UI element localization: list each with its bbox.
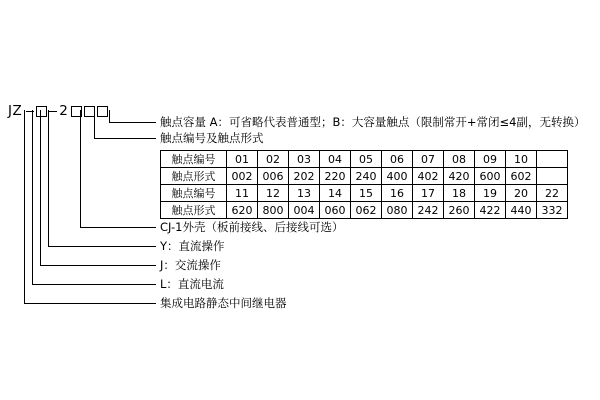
table-cell: 080 xyxy=(382,202,413,219)
label-y-dc-operation: Y：直流操作 xyxy=(160,239,225,253)
model-dash-2 xyxy=(49,111,57,112)
table-cell: 602 xyxy=(506,168,537,185)
table-cell: 002 xyxy=(227,168,258,185)
label-contact-capacity: 触点容量 A：可省略代表普通型；B：大容量触点（限制常开+常闭≤4副，无转换） xyxy=(160,115,586,129)
model-box-4[interactable] xyxy=(97,106,108,117)
label-shell: CJ-1外壳（板前接线、后接线可选） xyxy=(160,220,344,234)
table-cell: 260 xyxy=(444,202,475,219)
table-cell: 06 xyxy=(382,151,413,168)
model-series: 2 xyxy=(59,103,69,119)
model-box-1[interactable] xyxy=(36,106,47,117)
table-cell: 10 xyxy=(506,151,537,168)
row-header: 触点形式 xyxy=(161,202,227,219)
table-cell: 620 xyxy=(227,202,258,219)
table-row xyxy=(161,151,568,168)
table-row xyxy=(161,168,568,185)
table-cell: 16 xyxy=(382,185,413,202)
table-cell: 006 xyxy=(258,168,289,185)
table-cell: 05 xyxy=(351,151,382,168)
table-cell: 17 xyxy=(413,185,444,202)
table-cell: 09 xyxy=(475,151,506,168)
table-cell: 420 xyxy=(444,168,475,185)
table-cell: 12 xyxy=(258,185,289,202)
model-box-2[interactable] xyxy=(71,106,82,117)
table-cell: 332 xyxy=(537,202,568,219)
table-cell: 15 xyxy=(351,185,382,202)
table-cell: 202 xyxy=(289,168,320,185)
table-cell: 004 xyxy=(289,202,320,219)
label-contact-number-form: 触点编号及触点形式 xyxy=(160,131,264,145)
table-cell: 18 xyxy=(444,185,475,202)
table-cell: 240 xyxy=(351,168,382,185)
table-cell: 03 xyxy=(289,151,320,168)
table-cell: 01 xyxy=(227,151,258,168)
contact-table-wrap xyxy=(160,150,568,219)
table-cell: 08 xyxy=(444,151,475,168)
model-box-3[interactable] xyxy=(84,106,95,117)
table-cell: 20 xyxy=(506,185,537,202)
table-cell: 02 xyxy=(258,151,289,168)
contact-table xyxy=(160,150,568,219)
table-cell: 800 xyxy=(258,202,289,219)
model-dash-1 xyxy=(26,111,34,112)
table-cell: 062 xyxy=(351,202,382,219)
label-main-name: 集成电路静态中间继电器 xyxy=(160,296,287,310)
label-l-dc-current: L：直流电流 xyxy=(160,277,224,291)
table-cell xyxy=(537,168,568,185)
table-cell: 242 xyxy=(413,202,444,219)
row-header: 触点形式 xyxy=(161,168,227,185)
contact-table-body xyxy=(161,151,568,219)
table-cell: 440 xyxy=(506,202,537,219)
table-cell: 400 xyxy=(382,168,413,185)
row-header: 触点编号 xyxy=(161,185,227,202)
table-cell: 19 xyxy=(475,185,506,202)
table-cell: 22 xyxy=(537,185,568,202)
table-cell: 07 xyxy=(413,151,444,168)
row-header: 触点编号 xyxy=(161,151,227,168)
table-cell xyxy=(537,151,568,168)
table-cell: 04 xyxy=(320,151,351,168)
model-code-row xyxy=(8,104,108,118)
table-cell: 422 xyxy=(475,202,506,219)
table-row xyxy=(161,202,568,219)
table-row xyxy=(161,185,568,202)
table-cell: 13 xyxy=(289,185,320,202)
table-cell: 14 xyxy=(320,185,351,202)
table-cell: 060 xyxy=(320,202,351,219)
table-cell: 600 xyxy=(475,168,506,185)
table-cell: 11 xyxy=(227,185,258,202)
table-cell: 402 xyxy=(413,168,444,185)
model-prefix: JZ xyxy=(8,103,23,119)
table-cell: 220 xyxy=(320,168,351,185)
label-j-ac-operation: J：交流操作 xyxy=(160,258,221,272)
